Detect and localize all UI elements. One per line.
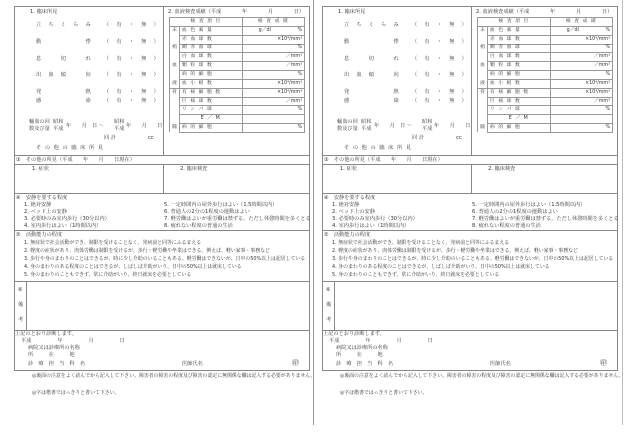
date-from[interactable]: 年 月 日 ～ (374, 123, 412, 129)
activity-option[interactable]: 5. 身のまわりのこともできず、常に介助がいり、終日就床を必要としている (24, 272, 192, 278)
unit: ×10⁴/mm³ (585, 89, 610, 95)
address-label: 所 在 地 (28, 352, 75, 358)
symptom-choice[interactable]: （ 有 ・ 無 ） (412, 89, 468, 95)
unit: ×10⁴/mm³ (585, 36, 610, 42)
test-result[interactable] (242, 115, 304, 124)
transfusion-count[interactable]: 回 計 (412, 135, 425, 141)
other-clinical-findings: そ の 他 の 臨 床 所 見 (344, 145, 413, 151)
unit: % (297, 125, 302, 131)
rest-option[interactable]: 7. 軽労働はよいが重労働は禁ずる。ただし休憩時間を多くとる (164, 216, 311, 222)
symptom-choice[interactable]: （ 有 ・ 無 ） (412, 72, 468, 78)
diagnosis-date[interactable]: 平成 年 月 日 (329, 338, 433, 344)
clinical-tests-field[interactable]: 2. 臨床検査 (180, 166, 208, 172)
test-result[interactable] (242, 71, 304, 80)
symptom-label: 立 ち く ら み (36, 22, 92, 28)
diagnosis-statement: 上記のとおり診断します。 (15, 331, 77, 337)
test-item: 網 赤 血 球 (180, 44, 243, 53)
activity-option[interactable]: 4. 身のまわりのある程度のことはできるが、しばしば介助がいり、日中の50%以上は就床している (24, 264, 242, 270)
test-item: E ／ M (180, 115, 243, 124)
rest-option[interactable]: 8. 疲れない程度の普通の生活 (472, 223, 541, 229)
table-row (170, 35, 305, 44)
group-label: 髄 (170, 124, 180, 133)
group-label: 梢 (170, 44, 180, 53)
unit: ／mm³ (593, 63, 610, 69)
seal-icon: ㊞ (292, 359, 299, 367)
activity-option[interactable]: 2. 軽度の症状があり、肉体労働は制限を受けるが、歩行・軽労働や坐業はできる。例えば、軽い家事・事務など (332, 248, 578, 254)
era-to: 昭和 平成 (114, 119, 125, 132)
test-item: 白 血 球 数 (488, 53, 551, 62)
group-label (170, 35, 180, 44)
header-result: 検 査 成 績 (242, 18, 304, 27)
test-item: E ／ M (488, 115, 551, 124)
test-item: 有 核 細 胞 数 (488, 88, 551, 97)
test-item: 巨 核 球 数 (180, 97, 243, 106)
transfusion-count[interactable]: 回 計 (104, 135, 117, 141)
symptom-choice[interactable]: （ 有 ・ 無 ） (412, 22, 468, 28)
department-label: 診 療 担 当 科 名 (28, 361, 86, 367)
table-row (170, 44, 305, 53)
test-result[interactable] (242, 62, 304, 71)
group-label (170, 53, 180, 62)
symptom-label: 動 悸 (36, 39, 92, 45)
group-label (478, 53, 488, 62)
group-label: 髄 (478, 124, 488, 133)
group-label: 末 (170, 26, 180, 35)
test-result[interactable] (242, 106, 304, 115)
group-label (478, 97, 488, 106)
table-row (478, 97, 613, 106)
test-result[interactable] (242, 88, 304, 97)
unit: % (297, 71, 302, 77)
address-label: 所 在 地 (336, 352, 383, 358)
date-to[interactable]: 年 月 日 (126, 123, 163, 129)
test-result[interactable] (550, 71, 612, 80)
test-item: 有 核 細 胞 数 (180, 88, 243, 97)
unit: ／mm³ (285, 54, 302, 60)
group-label: 梢 (478, 44, 488, 53)
clinical-tests-field[interactable]: 2. 臨床検査 (488, 166, 516, 172)
table-header (478, 18, 613, 27)
table-row (170, 106, 305, 115)
department-label: 診 療 担 当 科 名 (336, 361, 394, 367)
group-label: 骨 (478, 88, 488, 97)
symptom-label: 息 切 れ (36, 56, 92, 62)
group-label (170, 71, 180, 80)
group-label: 骨 (170, 88, 180, 97)
rest-option[interactable]: 7. 軽労働はよいが重労働は禁ずる。ただし休憩時間を多くとる (472, 216, 619, 222)
rest-option[interactable]: 4. 室内歩行はよい（1時間以内） (332, 223, 410, 229)
rest-option[interactable]: 4. 室内歩行はよい（1時間以内） (24, 223, 102, 229)
test-result[interactable] (550, 115, 612, 124)
activity-title: ⑤ 活動能力の程度 (324, 232, 371, 238)
test-item: リ ン パ 球 (488, 106, 551, 115)
remarks-label: 考 (18, 317, 24, 323)
table-row (478, 44, 613, 53)
activity-option[interactable]: 3. 歩行や身のまわりのことはできるが、時に少し介助のいることもある。軽労働はできないが、日中の50%以上は起居している (24, 256, 306, 262)
rest-option[interactable]: 5. 一定時間内の屋外歩行はよい（1.5時間以内） (472, 202, 586, 208)
remarks-label: ⑥ (326, 287, 331, 293)
test-result[interactable] (550, 79, 612, 88)
symptoms-field[interactable]: 1. 症状 (340, 166, 357, 172)
test-result[interactable] (550, 35, 612, 44)
unit: % (605, 107, 610, 113)
test-item: 顆 粒 球 数 (180, 62, 243, 71)
symptom-label: 感 染 (344, 98, 400, 104)
rest-option[interactable]: 1. 絶対安静 (332, 202, 360, 208)
test-item: 病 的 細 胞 (180, 71, 243, 80)
group-label (170, 106, 180, 115)
unit: % (605, 125, 610, 131)
symptom-choice[interactable]: （ 有 ・ 無 ） (104, 72, 160, 78)
activity-option[interactable]: 1. 無症状で社会活動ができ、制限を受けることなく、発病前と同等にふるまえる (332, 240, 510, 246)
table-row (170, 124, 305, 133)
unit-left: g／dl (258, 27, 271, 33)
table-row (170, 79, 305, 88)
column-divider (163, 6, 164, 155)
activity-option[interactable]: 3. 歩行や身のまわりのことはできるが、時に少し介助のいることもある。軽労働はできないが、日中の50%以上は起居している (332, 256, 614, 262)
test-result[interactable] (550, 88, 612, 97)
group-label: 末 (478, 26, 488, 35)
header-item: 検 査 項 目 (170, 18, 243, 27)
test-item: 病 的 細 胞 (488, 124, 551, 133)
group-label: 血 (478, 62, 488, 71)
table-row (478, 88, 613, 97)
test-result[interactable] (550, 62, 612, 71)
group-label: 液 (478, 79, 488, 88)
unit: ×10⁴/mm³ (277, 89, 302, 95)
unit: ／mm³ (285, 98, 302, 104)
unit: % (605, 45, 610, 51)
symptom-label: 出 血 傾 向 (36, 72, 92, 78)
unit: ／mm³ (593, 98, 610, 104)
rest-option[interactable]: 6. 普通人の2分の1程度の運動はよい (472, 209, 558, 215)
doctor-name-label: 医師氏名 (182, 361, 203, 367)
test-result[interactable] (550, 53, 612, 62)
test-item: 赤 血 球 数 (180, 35, 243, 44)
test-result[interactable] (550, 97, 612, 106)
table-row (478, 53, 613, 62)
remarks-label: 考 (326, 317, 332, 323)
blood-test-title: 2. 血液検査成績（平成 年 月 日） (476, 9, 613, 15)
group-label: 血 (170, 62, 180, 71)
unit: % (297, 27, 302, 33)
table-header (170, 18, 305, 27)
table-row (478, 124, 613, 133)
group-label (478, 115, 488, 124)
activity-option[interactable]: 5. 身のまわりのこともできず、常に介助がいり、終日就床を必要としている (332, 272, 500, 278)
symptom-label: 動 悸 (344, 39, 400, 45)
test-result[interactable] (550, 124, 612, 133)
test-result[interactable] (550, 44, 612, 53)
other-findings-title: ③ その他の所見（平成 年 月 日現在） (324, 157, 443, 163)
table-row (478, 35, 613, 44)
note-instructions: ◎裏面の注意をよく読んでから記入して下さい。障害者の障害の程度及び障害の認定に無関係な欄は記入する必要がありません。 (340, 373, 624, 379)
table-row (478, 106, 613, 115)
page-edge (622, 0, 623, 425)
transfusion-label: 輸血の回数及び量 (337, 119, 358, 132)
hospital-name-label: 病院又は診療所の名称 (336, 345, 388, 351)
remarks-label: ⑥ (18, 287, 23, 293)
table-row (478, 26, 613, 35)
test-item: 顆 粒 球 数 (488, 62, 551, 71)
symptom-label: 立 ち く ら み (344, 22, 400, 28)
rest-option[interactable]: 8. 疲れない程度の普通の生活 (164, 223, 233, 229)
group-label: 液 (170, 79, 180, 88)
test-item: 赤 血 球 数 (488, 35, 551, 44)
test-item: 血 小 板 数 (180, 79, 243, 88)
test-item: 病 的 細 胞 (488, 71, 551, 80)
cc-unit: cc (148, 135, 154, 141)
date-to[interactable]: 年 月 日 (434, 123, 471, 129)
test-item: 血 小 板 数 (488, 79, 551, 88)
symptom-choice[interactable]: （ 有 ・ 無 ） (104, 22, 160, 28)
diagnosis-statement: 上記のとおり診断します。 (323, 331, 385, 337)
symptom-choice[interactable]: （ 有 ・ 無 ） (104, 56, 160, 62)
unit: % (297, 45, 302, 51)
table-row (170, 97, 305, 106)
era-to: 昭和 平成 (422, 119, 433, 132)
group-label (478, 71, 488, 80)
clinical-title: 1. 臨床所見 (338, 9, 366, 15)
test-result[interactable] (550, 26, 612, 35)
unit: ／mm³ (285, 63, 302, 69)
symptom-choice[interactable]: （ 有 ・ 無 ） (104, 39, 160, 45)
test-item: 血 色 素 量 (180, 26, 243, 35)
symptom-label: 発 熱 (344, 89, 400, 95)
transfusion-label: 輸血の回数及び量 (29, 119, 50, 132)
test-item: 巨 核 球 数 (488, 97, 551, 106)
symptom-label: 発 熱 (36, 89, 92, 95)
rest-option[interactable]: 3. 必要時のみ室内歩行（30分以内） (332, 216, 418, 222)
certificate-form (12, 0, 316, 442)
activity-option[interactable]: 1. 無症状で社会活動ができ、制限を受けることなく、発病前と同等にふるまえる (24, 240, 202, 246)
test-result[interactable] (242, 79, 304, 88)
test-item: 病 的 細 胞 (180, 124, 243, 133)
symptom-choice[interactable]: （ 有 ・ 無 ） (412, 98, 468, 104)
rest-title: ④ 安静を要する程度 (16, 195, 68, 201)
note-handwriting: ◎字は楷書ではっきりと書いて下さい。 (32, 390, 120, 396)
table-row (478, 115, 613, 124)
date-from[interactable]: 年 月 日 ～ (66, 123, 104, 129)
diagnosis-date[interactable]: 平成 年 月 日 (21, 338, 125, 344)
table-row (170, 26, 305, 35)
rest-option[interactable]: 2. ベッド上の安静 (332, 209, 375, 215)
test-result[interactable] (550, 106, 612, 115)
other-findings-title: ③ その他の所見（平成 年 月 日現在） (16, 157, 135, 163)
unit: ×10⁴/mm³ (277, 80, 302, 86)
group-label (478, 35, 488, 44)
page-divider (313, 0, 314, 425)
symptoms-field[interactable]: 1. 症状 (32, 166, 49, 172)
doctor-name-label: 医師氏名 (490, 361, 511, 367)
column-divider (471, 6, 472, 155)
note-instructions: ◎裏面の注意をよく読んでから記入して下さい。障害者の障害の程度及び障害の認定に無関係な欄は記入する必要がありません。 (32, 373, 316, 379)
symptom-label: 感 染 (36, 98, 92, 104)
remarks-field[interactable] (336, 283, 616, 328)
blood-test-title: 2. 血液検査成績（平成 年 月 日） (168, 9, 305, 15)
test-result[interactable] (242, 35, 304, 44)
note-handwriting: ◎字は楷書ではっきりと書いて下さい。 (340, 390, 428, 396)
table-row (478, 71, 613, 80)
blood-test-table (169, 17, 305, 133)
activity-option[interactable]: 4. 身のまわりのある程度のことはできるが、しばしば介助がいり、日中の50%以上は就床している (332, 264, 550, 270)
test-result[interactable] (242, 26, 304, 35)
group-label (170, 115, 180, 124)
test-item: 血 色 素 量 (488, 26, 551, 35)
hospital-name-label: 病院又は診療所の名称 (28, 345, 80, 351)
remarks-label: 備 (326, 302, 332, 308)
group-label (170, 97, 180, 106)
era-from: 昭和 平成 (53, 119, 64, 132)
unit-left: g／dl (566, 27, 579, 33)
test-item: リ ン パ 球 (180, 106, 243, 115)
unit: ×10⁴/mm³ (277, 36, 302, 42)
rest-option[interactable]: 6. 普通人の2分の1程度の運動はよい (164, 209, 250, 215)
unit: % (297, 107, 302, 113)
test-result[interactable] (242, 97, 304, 106)
unit: ×10⁴/mm³ (585, 80, 610, 86)
test-result[interactable] (242, 124, 304, 133)
unit: % (605, 71, 610, 77)
group-label (478, 106, 488, 115)
test-result[interactable] (242, 44, 304, 53)
cc-unit: cc (456, 135, 462, 141)
remarks-label: 備 (18, 302, 24, 308)
test-item: 網 赤 血 球 (488, 44, 551, 53)
test-result[interactable] (242, 53, 304, 62)
table-row (170, 62, 305, 71)
era-from: 昭和 平成 (361, 119, 372, 132)
rest-option[interactable]: 5. 一定時間内の屋外歩行はよい（1.5時間以内） (164, 202, 278, 208)
rest-option[interactable]: 2. ベッド上の安静 (24, 209, 67, 215)
unit: ／mm³ (593, 54, 610, 60)
symptom-choice[interactable]: （ 有 ・ 無 ） (412, 39, 468, 45)
test-item: 白 血 球 数 (180, 53, 243, 62)
table-row (170, 71, 305, 80)
symptom-choice[interactable]: （ 有 ・ 無 ） (412, 56, 468, 62)
remarks-field[interactable] (28, 283, 308, 328)
rest-option[interactable]: 3. 必要時のみ室内歩行（30分以内） (24, 216, 110, 222)
table-row (478, 62, 613, 71)
activity-title: ⑤ 活動能力の程度 (16, 232, 63, 238)
rest-option[interactable]: 1. 絶対安静 (24, 202, 52, 208)
header-item: 検 査 項 目 (478, 18, 551, 27)
certificate-form-copy (320, 0, 624, 442)
table-row (170, 88, 305, 97)
table-row (170, 115, 305, 124)
rest-title: ④ 安静を要する程度 (324, 195, 376, 201)
header-result: 検 査 成 績 (550, 18, 612, 27)
symptom-choice[interactable]: （ 有 ・ 無 ） (104, 98, 160, 104)
symptom-label: 息 切 れ (344, 56, 400, 62)
seal-icon: ㊞ (600, 359, 607, 367)
symptom-choice[interactable]: （ 有 ・ 無 ） (104, 89, 160, 95)
other-clinical-findings: そ の 他 の 臨 床 所 見 (36, 145, 105, 151)
blood-test-table (477, 17, 613, 133)
symptom-label: 出 血 傾 向 (344, 72, 400, 78)
clinical-title: 1. 臨床所見 (30, 9, 58, 15)
table-row (478, 79, 613, 88)
unit: % (605, 27, 610, 33)
table-row (170, 53, 305, 62)
activity-option[interactable]: 2. 軽度の症状があり、肉体労働は制限を受けるが、歩行・軽労働や坐業はできる。例えば、軽い家事・事務など (24, 248, 270, 254)
